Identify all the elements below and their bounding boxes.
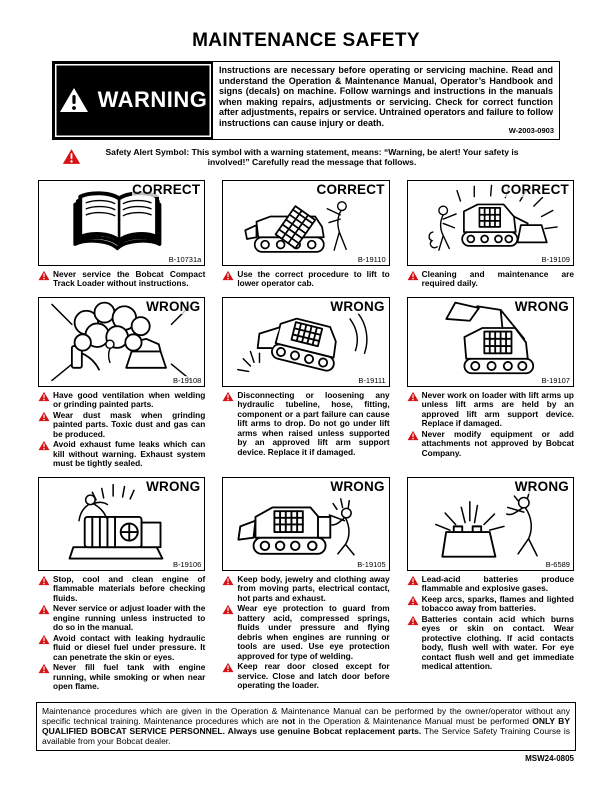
warning-code: W-2003-0903	[508, 125, 554, 135]
safety-alert-triangle-icon	[38, 663, 50, 674]
caption-text: Batteries contain acid which burns eyes or skin on contact. Wear protective clothing. If acid contacts body, flush well with water. For eye contact flush well and get immediate medical attention.	[421, 613, 574, 672]
panel-captions	[222, 270, 389, 289]
caption-text: Stop, cool and clean engine of flammable materials before checking fluids.	[53, 573, 206, 603]
caption-item	[222, 604, 389, 661]
safety-alert-triangle-icon	[38, 440, 50, 451]
safety-panel	[407, 297, 574, 470]
caption-item	[38, 634, 205, 663]
panel-status-label: CORRECT	[132, 181, 201, 197]
safety-panel	[222, 297, 389, 470]
figure-id-label: B-10731a	[168, 254, 202, 264]
footer-text-segment: in the Operation & Maintenance Manual must be performed	[295, 715, 533, 726]
caption-item	[407, 575, 574, 594]
panel-captions	[38, 575, 205, 692]
panel-status-label: CORRECT	[316, 181, 385, 197]
caption-text: Avoid contact with leaking hydraulic fluid or diesel fuel under pressure. It can penetrate the skin or eyes.	[53, 632, 206, 662]
safety-alert-row	[60, 147, 552, 173]
safety-alert-triangle-icon	[407, 391, 419, 402]
caption-text: Never service the Bobcat Compact Track Loader without instructions.	[53, 268, 206, 289]
caption-item	[407, 595, 574, 614]
figure-id-label: B-19109	[541, 254, 570, 264]
safety-alert-triangle-icon	[38, 575, 50, 586]
caption-text: Disconnecting or loosening any hydraulic tubeline, hose, fitting, component or a part failure can cause lift arms to drop. Do not go under lift arms when raised unless supported by an approved lift arm support device. Replace it if damaged.	[237, 389, 390, 457]
caption-item	[407, 615, 574, 672]
caption-item	[222, 270, 389, 289]
footer-text-segment: Maintenance procedures which are given in the Operation & Maintenance Manual can be performed by the owner/operator without any specific technical training. Maintenance procedures which are	[42, 705, 570, 726]
caption-item	[407, 430, 574, 459]
illustration-panel	[38, 180, 205, 266]
footer-text-bold-segment: not	[282, 715, 296, 726]
warning-label-panel	[53, 62, 213, 139]
figure-id-label: B-19111	[358, 375, 386, 385]
safety-alert-triangle-icon	[407, 270, 419, 281]
safety-alert-triangle-icon	[38, 604, 50, 615]
figure-id-label: B-19107	[541, 375, 570, 385]
caption-item	[38, 663, 205, 692]
footer-text-bold-segment: ONLY BY QUALIFIED BOBCAT SERVICE PERSONNEL. Always use genuine Bobcat replacement parts.	[42, 715, 570, 737]
safety-alert-triangle-icon	[407, 595, 419, 606]
caption-text: Wear dust mask when grinding painted parts. Toxic dust and gas can be produced.	[53, 409, 206, 439]
illustration-panel	[222, 477, 389, 571]
caption-text: Use the correct procedure to lift to lower operator cab.	[237, 268, 390, 289]
warning-text-block	[213, 62, 559, 139]
safety-panel	[38, 180, 205, 290]
panel-status-label: WRONG	[330, 478, 385, 494]
illustration-panel	[407, 477, 574, 571]
caption-item	[38, 575, 205, 604]
figure-id-label: B-19110	[357, 254, 386, 264]
safety-alert-triangle-icon	[222, 662, 234, 673]
safety-panel	[38, 477, 205, 693]
caption-text: Never fill fuel tank with engine running, while smoking or when near open flame.	[53, 662, 206, 692]
panel-captions	[407, 575, 574, 672]
safety-alert-triangle-icon	[62, 148, 81, 165]
safety-panel	[222, 477, 389, 693]
panels-grid	[38, 180, 574, 700]
safety-alert-triangle-icon	[222, 575, 234, 586]
illustration-panel	[407, 297, 574, 387]
panel-captions	[407, 270, 574, 289]
panel-captions	[38, 391, 205, 469]
caption-item	[222, 662, 389, 691]
footer-text-segment: The Service Safety Training Course is available from your Bobcat dealer.	[42, 726, 570, 747]
panel-status-label: CORRECT	[500, 181, 569, 197]
document-number: MSW24-0805	[525, 753, 574, 763]
caption-text: Cleaning and maintenance are required daily.	[421, 268, 574, 289]
figure-id-label: B-19108	[172, 375, 202, 385]
caption-text: Wear eye protection to guard from battery acid, compressed springs, fluids under pressure and flying debris when engines are running or tools are used. Use eye protection approved for type of welding.	[237, 603, 390, 661]
caption-text: Have good ventilation when welding or grinding painted parts.	[53, 389, 206, 410]
panel-captions	[222, 575, 389, 691]
caption-item	[38, 270, 205, 289]
illustration-panel	[222, 297, 389, 387]
safety-panel	[38, 297, 205, 470]
caption-text: Keep body, jewelry and clothing away from moving parts, electrical contact, hot parts and exhaust.	[237, 573, 390, 603]
panel-captions	[38, 270, 205, 289]
caption-item	[38, 440, 205, 469]
safety-alert-triangle-icon	[38, 270, 50, 281]
caption-text: Never work on loader with lift arms up unless lift arms are held by an approved lift arm support device. Replace if damaged.	[421, 389, 574, 429]
caption-item	[38, 391, 205, 410]
panel-status-label: WRONG	[146, 478, 201, 494]
caption-text: Avoid exhaust fume leaks which can kill without warning. Exhaust system must be tightly sealed.	[53, 439, 206, 469]
safety-alert-triangle-icon	[222, 604, 234, 615]
caption-item	[222, 575, 389, 604]
panel-captions	[222, 391, 389, 458]
caption-text: Keep rear door closed except for service. Close and latch door before operating the loader.	[237, 661, 390, 691]
warning-box	[52, 61, 560, 140]
figure-id-label: B-19105	[357, 559, 386, 569]
warning-text: Instructions are necessary before operating or servicing machine. Read and understand the Operation & Maintenance Manual, Operator’s Handbook and signs (decals) on machine. Follow warnings and instructions in the manuals when making repairs, adjustments or servicing. Check for correct function after adjustments, repairs or service. Untrained operators and failure to follow instructions can cause injury or death.	[219, 65, 553, 128]
caption-item	[407, 270, 574, 289]
caption-item	[222, 391, 389, 458]
panel-status-label: WRONG	[146, 298, 201, 314]
safety-alert-triangle-icon	[38, 391, 50, 402]
warning-triangle-icon	[59, 87, 89, 113]
figure-id-label: B-6589	[545, 559, 570, 569]
safety-alert-triangle-icon	[38, 411, 50, 422]
panel-status-label: WRONG	[514, 478, 569, 494]
figure-id-label: B-19106	[172, 559, 202, 569]
footer-box	[36, 702, 576, 751]
safety-alert-triangle-icon	[222, 270, 234, 281]
safety-alert-triangle-icon	[407, 575, 419, 586]
safety-panel	[222, 180, 389, 290]
safety-alert-triangle-icon	[38, 634, 50, 645]
caption-text: Never modify equipment or add attachments not approved by Bobcat Company.	[421, 428, 574, 458]
page-title: MAINTENANCE SAFETY	[192, 30, 420, 51]
illustration-panel	[38, 297, 205, 387]
illustration-panel	[407, 180, 574, 266]
footer-text	[42, 706, 570, 747]
caption-text: Lead-acid batteries produce flammable and explosive gases.	[421, 573, 574, 594]
caption-text: Never service or adjust loader with the engine running unless instructed to do so in the manual.	[53, 603, 206, 633]
safety-alert-triangle-icon	[222, 391, 234, 402]
panel-status-label: WRONG	[330, 298, 385, 314]
panel-status-label: WRONG	[514, 298, 569, 314]
illustration-panel	[38, 477, 205, 571]
illustration-panel	[222, 180, 389, 266]
safety-panel	[407, 180, 574, 290]
safety-alert-text: Safety Alert Symbol: This symbol with a warning statement, means: “Warning, be alert! Your safety is involved!” Carefully read the message that follows.	[105, 146, 519, 168]
safety-alert-triangle-icon	[407, 430, 419, 441]
warning-label: WARNING	[97, 87, 208, 113]
safety-alert-triangle-icon	[407, 615, 419, 626]
caption-item	[38, 604, 205, 633]
caption-text: Keep arcs, sparks, flames and lighted tobacco away from batteries.	[421, 593, 574, 614]
safety-panel	[407, 477, 574, 693]
caption-item	[407, 391, 574, 429]
panel-captions	[407, 391, 574, 459]
caption-item	[38, 411, 205, 440]
